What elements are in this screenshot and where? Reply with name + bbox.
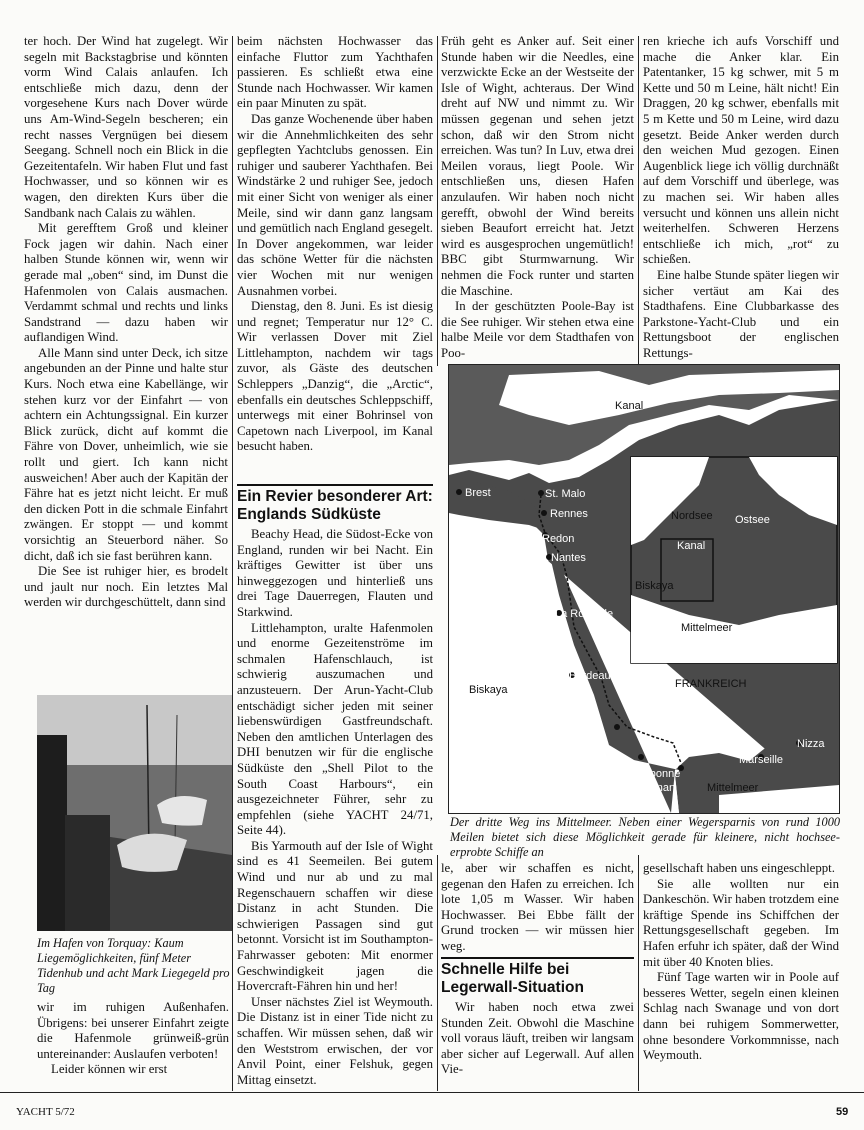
map-label-marseille: Marseille	[739, 754, 784, 766]
map-label-nantes: Nantes	[551, 552, 586, 564]
paragraph: Leider können wir erst	[51, 1062, 168, 1077]
photo-caption: Im Hafen von Torquay: Kaum Liegemöglichkeiten, fünf Meter Tidenhub und acht Mark Liegegeld pro Tag	[37, 936, 230, 995]
paragraph: Sie alle wollten nur ein Dankeschön. Wir haben trotzdem eine kräftige Spende ins Schiffchen der Rettungsgesellschaft gegeben. Im Hafen erfuhr ich später, daß der Wind mit über 40 Knoten blies.	[643, 876, 839, 969]
map-label-stmalo: St. Malo	[545, 488, 586, 500]
article-column-4	[643, 34, 839, 361]
page-number: 59	[836, 1106, 849, 1118]
map-label-nizza: Nizza	[797, 738, 825, 750]
article-column-2	[237, 34, 433, 455]
inset-label-mittelmeer: Mittelmeer	[681, 622, 733, 634]
article-column-3-lower	[441, 1000, 634, 1078]
paragraph: Eine halbe Stunde später liegen wir sicher vertäut am Kai des Stadthafens. Eine Clubbarkasse des Parkstone-Yacht-Club und ein Rettungsboot der englischen Rettungs-	[643, 267, 839, 360]
paragraph: Alle Mann sind unter Deck, ich sitze angebunden an der Pinne und halte stur Kurs. Noch etwa eine Kabellänge, wir stehen kurz vor der Einfahrt — von achtern ein Achtungssignal. Ein kurzer Blick zurück, dicht auf kommt die Fähre von Dover, unheimlich, wie sie rollt und giert. Ich kann nicht ausweichen! Aber auch der Kapitän der Fähre hat es jetzt nicht leicht. Er muß den dicken Pott in die schmale Einfahrt zwängen. Er stoppt — und kommt vorsichtig an Steuerbord näher. So dicht, daß ich sie fast berühren kann.	[24, 345, 228, 563]
column-rule-3b	[638, 855, 639, 1091]
map-label-kanal: Kanal	[615, 400, 644, 412]
column-rule-1	[232, 36, 233, 1091]
paragraph: Fünf Tage warten wir in Poole auf besseres Wetter, segeln einen kleinen Schlag nach Swanage und von dort dann bei ruhigem Sommerwetter, ohne besondere Vorkommnisse, nach Weymouth.	[643, 970, 839, 1063]
paragraph: Dienstag, den 8. Juni. Es ist diesig und regnet; Temperatur nur 12° C. Wir verlassen Dover mit Ziel Littlehampton, nachdem wir tags zuvor, als Gäste des deutschen Schleppers „Danzig“, die „Arctic“, ebenfalls ein deutsches Schleppschiff, unterwegs mit einer Bohrinsel von Capetown nach Liverpool, im Kanal besucht haben.	[237, 299, 433, 454]
inset-label-biskaya: Biskaya	[635, 580, 674, 592]
map-label-narbonne: Narbonne	[632, 768, 681, 780]
inset-label-kanal: Kanal	[677, 540, 706, 552]
column-rule-2	[437, 36, 438, 366]
paragraph: Beachy Head, die Südost-Ecke von England, runden wir bei Nacht. Ein kräftiges Gewitter ist über uns hinweggezogen und hinterließ uns drei Tage Dauerregen, Flauten und Starkwind.	[237, 527, 433, 619]
map-label-toulouse: Toulouse	[559, 743, 604, 755]
map-label-rennes: Rennes	[550, 508, 588, 520]
map-caption: Der dritte Weg ins Mittelmeer. Neben einer Wegersparnis von rund 1000 Meilen bietet sich diese Möglichkeit gerade für kleinere, nicht hochsee-erprobte Schiffe an	[450, 815, 840, 859]
paragraph: Früh geht es Anker auf. Seit einer Stunde haben wir die Needles, eine verzwickte Ecke an der Westseite der Isle of Wight, achteraus. Der Wind dreht auf NW und nimmt zu. Wir müssen gegenan und sehen jetzt schon, daß wir den Strom nicht erreichen. Was tun? In Luv, etwa drei Meilen voraus, liegt Poole. Wir entschließen uns, diesen Hafen anzulaufen. Wir haben noch nicht gerefft, obwohl der Wind bereits sieben Beaufort erreicht hat. Jetzt wird es ausgesprochen ungemütlich! BBC gibt Sturmwarnung. Wir nehmen die Fock runter und starten die Maschine.	[441, 34, 634, 298]
inset-label-ostsee: Ostsee	[735, 514, 770, 526]
harbour-photo	[37, 695, 232, 931]
footer-issue: YACHT 5/72	[16, 1106, 75, 1118]
article-column-1	[24, 34, 228, 611]
paragraph: Littlehampton, uralte Hafenmolen und enorme Gezeitenströme im schmalen Hafenschlauch, ist schwierig auszumachen und anzusteuern. Der Arun-Yacht-Club entschädigt sicher jeden mit seiner liebenswürdigen Gastfreundschaft. Neben den amtlichen Unterlagen des DHI benutzen wir für die englische Südküste den „Shell Pilot to the South Coast Harbours“, ein ausgezeichneter Führer, sehr zu empfehlen (siehe YACHT 24/71, Seite 44).	[237, 620, 433, 838]
paragraph: Wir haben noch etwa zwei Stunden Zeit. Obwohl die Maschine voll voraus läuft, treiben wir langsam aber sicher auf Legerwall. Auf allen Vie-	[441, 1000, 634, 1077]
paragraph: wir im ruhigen Außenhafen. Übrigens: bei unserer Einfahrt zeigte die Hafenmole grünweiß-grün untereinander: Auslaufen verboten!	[37, 1000, 229, 1061]
map-label-perpignan: Perpignan	[625, 782, 676, 794]
column-rule-3	[638, 36, 639, 366]
inset-label-nordsee: Nordsee	[671, 510, 713, 522]
map-label-brest: Brest	[465, 487, 491, 499]
article-column-4-bottom	[643, 861, 839, 1064]
article-column-3-bottom	[441, 861, 634, 955]
paragraph: le, aber wir schaffen es nicht, gegenan den Hafen zu erreichen. Ich lote 1,05 m Wasser. Wir haben Hochwasser. Bei Ebbe fällt der Grund trocken — wir müssen hier weg.	[441, 861, 634, 953]
paragraph: Das ganze Wochenende über haben wir die Annehmlichkeiten des sehr gepflegten Yachtclubs genossen. Ein ruhiger und sauberer Yachthafen. Bei Windstärke 2 und ruhiger See, jedoch mit einer Sicht von weniger als einer Meile, sind wir dann ganz langsam und gemütlich nach England gesegelt. In Dover angekommen, war leider das schöne Wetter für die nächsten vier Wochen mit nur wenigen Ausnahmen vorbei.	[237, 111, 433, 298]
article-column-3	[441, 34, 634, 361]
paragraph: In der geschützten Poole-Bay ist die See ruhiger. Wir stehen etwa eine halbe Meile vor dem Stadthafen von Poo-	[441, 299, 634, 360]
paragraph: beim nächsten Hochwasser das einfache Fluttor zum Yachthafen passieren. Es schließt etwa eine Stunde nach Hochwasser. Wir kamen ein paar Minuten zu spät.	[237, 34, 433, 111]
paragraph: Die See ist ruhiger hier, es brodelt und jault nur noch. Ein letztes Mal werden wir durchgeschüttelt, dann sind	[24, 564, 228, 610]
column-rule-2b	[437, 855, 438, 1091]
map-label-larochelle: La Rochelle	[555, 608, 614, 620]
map-label-redon: Redon	[542, 533, 575, 545]
paragraph: Unser nächstes Ziel ist Weymouth. Die Distanz ist in einer Tide nicht zu schaffen. Wir müssen sehen, daß wir den Weststrom erwischen, der vor Anvil Point, einer Felshuk, gegen Mittag einsetzt.	[237, 994, 433, 1087]
paragraph: ren krieche ich aufs Vorschiff und mache die Anker klar. Ein Patentanker, 15 kg schwer, mit 5 m Kette und 50 m Leine, hält nicht! Ein Draggen, 20 kg schwer, ebenfalls mit 5 m Kette und 50 m Leine, wird dazu gesetzt. Beide Anker werden durch den weichen Mud gezogen. Einen Augenblick liege ich völlig durchnäßt auf dem Vorschiff und überlege, was zu machen sei. Wir haben alles versucht und können uns allein nicht weiterhelfen. Schweren Herzens entschließe ich mich, „rot“ zu schießen.	[643, 34, 839, 267]
article-column-2-lower	[237, 527, 433, 1088]
section-heading: Schnelle Hilfe bei Legerwall-Situation	[441, 957, 634, 997]
map-label-biskaya: Biskaya	[469, 684, 508, 696]
paragraph: Mit gerefftem Groß und kleiner Fock jagen wir dahin. Nach einer halben Stunde können wir, wenn wir gerade mal „oben“ sind, im Dunst die Hafenmolen von Calais ausmachen. Verdammt schmal und rechts und links Sandstrand — dazu haben wir auflandigen Wind.	[24, 221, 228, 345]
section-heading: Ein Revier besonderer Art: Englands Südküste	[237, 484, 433, 524]
map-label-frankreich: FRANKREICH	[675, 678, 747, 690]
paragraph: Bis Yarmouth auf der Isle of Wight sind es 41 Seemeilen. Bei gutem Wind und nur ab und zu mal Regenschauern schaffen wir diese Distanz in acht Stunden. Die schwierigen Passagen sind gut betonnt. Vorsicht ist im Southampton-Fahrwasser geboten: Mit enormer Geschwindigkeit jagen die Hovercraft-Fähren hin und her!	[237, 838, 433, 994]
paragraph: ter hoch. Der Wind hat zugelegt. Wir segeln mit Backstagbrise und könnten vorm Wind Calais anlaufen. Ich entschließe mich dazu, denn der vorgesehene Kurs nach Dover würde uns Am-Wind-Segeln bescheren; ein recht nasses Vergnügen bei diesem Seegang. Schnell noch ein Blick in die Gezeitentafeln. Wir haben Flut und fast Hochwasser, und so können wir es wagen, den direkten Kurs über die Sandbank nach Calais zu wählen.	[24, 34, 228, 220]
paragraph: gesellschaft haben uns eingeschleppt.	[643, 861, 835, 875]
route-map	[448, 364, 840, 814]
map-label-mittelmeer: Mittelmeer	[707, 782, 759, 794]
footer-rule	[0, 1092, 864, 1093]
article-column-1-bottom	[37, 1000, 229, 1078]
map-label-bordeaux: Bordeaux	[569, 670, 617, 682]
